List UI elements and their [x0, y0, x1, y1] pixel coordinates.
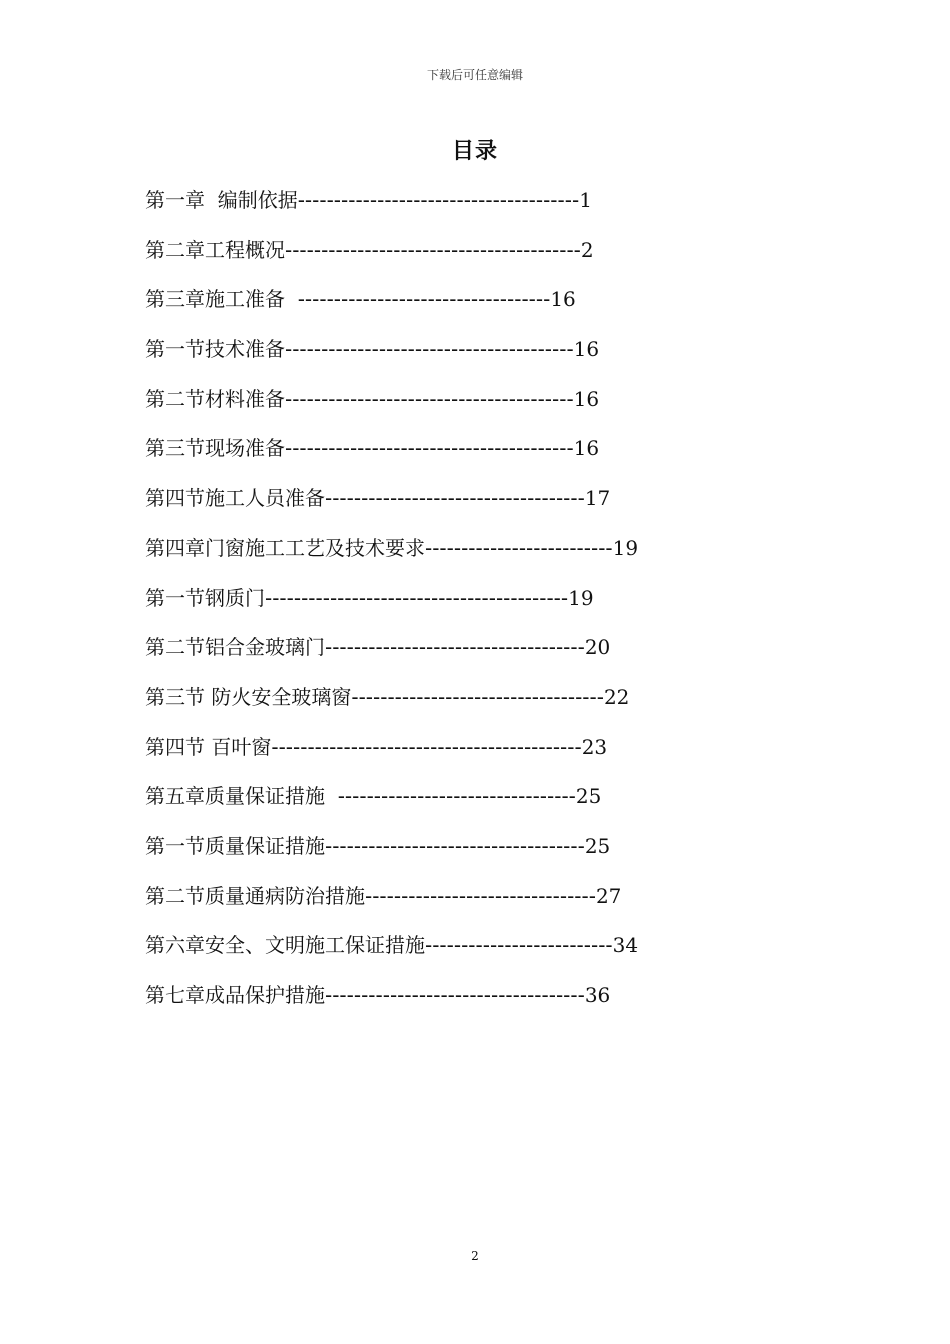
toc-page-number: 25 — [584, 833, 611, 858]
toc-page-number: 16 — [573, 386, 600, 411]
toc-entry-label: 第二节铝合金玻璃门 — [145, 635, 325, 660]
toc-entry-ch4-sec2[interactable] — [145, 631, 845, 681]
toc-entry-ch5[interactable] — [145, 780, 845, 830]
toc-entry-label: 第四节施工人员准备 — [145, 486, 325, 511]
toc-leader: -------------------------- — [425, 933, 613, 958]
toc-entry-ch5-sec2[interactable] — [145, 880, 845, 930]
toc-page-number: 20 — [584, 635, 611, 660]
toc-entry-label: 第三节现场准备 — [145, 436, 285, 461]
page-header: 下载后可任意编辑 — [426, 68, 523, 82]
toc-leader: ----------------------------------------- — [285, 237, 581, 262]
toc-entry-ch3-sec1[interactable] — [145, 333, 845, 383]
toc-leader: -------------------------- — [425, 535, 613, 560]
toc-entry-ch5-sec1[interactable] — [145, 830, 845, 880]
toc-entry-label: 第一节质量保证措施 — [145, 833, 325, 858]
toc-page-number: 2 — [580, 237, 594, 262]
toc-page-number: 16 — [573, 337, 600, 362]
toc-entry-ch3-sec4[interactable] — [145, 482, 845, 532]
toc-entry-label: 第三章施工准备 — [145, 287, 298, 312]
toc-entry-ch4-sec3[interactable] — [145, 681, 845, 731]
toc-page-number: 17 — [584, 486, 611, 511]
toc-page-number: 19 — [612, 535, 639, 560]
toc-leader: ----------------------------------- — [297, 287, 551, 312]
toc-leader: ------------------------------------ — [325, 486, 585, 511]
toc-leader: --------------------------------------- — [297, 188, 580, 212]
toc-entry-label: 第一节技术准备 — [145, 337, 285, 362]
toc-leader: ----------------------------------- — [351, 684, 604, 709]
toc-leader: ------------------------------------ — [325, 635, 585, 660]
toc-entry-ch4[interactable] — [145, 532, 845, 582]
toc-entry-ch2[interactable] — [145, 234, 845, 284]
toc-entry-ch4-sec1[interactable] — [145, 582, 845, 632]
toc-page-number: 22 — [603, 684, 630, 709]
toc-entry-ch6[interactable] — [145, 929, 845, 979]
toc-entry-ch4-sec4[interactable] — [145, 731, 845, 781]
toc-entry-label: 第一章 编制依据 — [145, 188, 298, 212]
toc-page-number: 36 — [584, 983, 611, 1007]
toc-page-number: 27 — [595, 883, 622, 908]
toc-page-number: 25 — [575, 784, 602, 809]
toc-entry-label: 第四节 百叶窗 — [145, 734, 272, 759]
toc-page-number: 16 — [550, 287, 576, 312]
toc-leader: ---------------------------------------- — [285, 386, 574, 411]
toc-entry-label: 第四章门窗施工工艺及技术要求 — [145, 535, 425, 560]
toc-entry-ch3-sec3[interactable] — [145, 432, 845, 482]
toc-leader: ------------------------------------------ — [265, 585, 569, 610]
toc-page-number: 23 — [581, 734, 608, 759]
toc-entry-label: 第三节 防火安全玻璃窗 — [145, 684, 352, 709]
toc-entry-ch1[interactable] — [145, 184, 845, 234]
toc-page-number: 19 — [568, 585, 594, 610]
toc-entry-label: 第六章安全、文明施工保证措施 — [145, 933, 425, 958]
toc-entry-label: 第二节质量通病防治措施 — [145, 883, 365, 908]
toc-entry-label: 第二章工程概况 — [145, 237, 285, 262]
toc-leader: -------------------------------- — [365, 883, 596, 908]
toc-page-number: 16 — [573, 436, 600, 461]
toc-leader: --------------------------------- — [337, 784, 576, 809]
toc-entry-ch7[interactable] — [145, 979, 845, 1029]
toc-entry-label: 第七章成品保护措施 — [145, 983, 325, 1007]
toc-entry-label: 第五章质量保证措施 — [145, 784, 338, 809]
toc-entry-ch3-sec2[interactable] — [145, 383, 845, 433]
toc-list — [145, 184, 845, 1029]
toc-page-number: 1 — [579, 188, 592, 212]
toc-leader: ------------------------------------ — [325, 983, 585, 1007]
page-number-footer: 2 — [471, 1249, 479, 1263]
toc-leader: ------------------------------------ — [325, 833, 585, 858]
toc-entry-label: 第二节材料准备 — [145, 386, 285, 411]
toc-leader: ---------------------------------------- — [285, 337, 574, 362]
toc-leader: ---------------------------------------- — [285, 436, 574, 461]
toc-page-number: 34 — [612, 933, 639, 958]
toc-leader: ------------------------------------------- — [271, 734, 582, 759]
toc-title: 目录 — [451, 139, 498, 164]
toc-entry-ch3[interactable] — [145, 283, 845, 333]
toc-entry-label: 第一节钢质门 — [145, 585, 265, 610]
